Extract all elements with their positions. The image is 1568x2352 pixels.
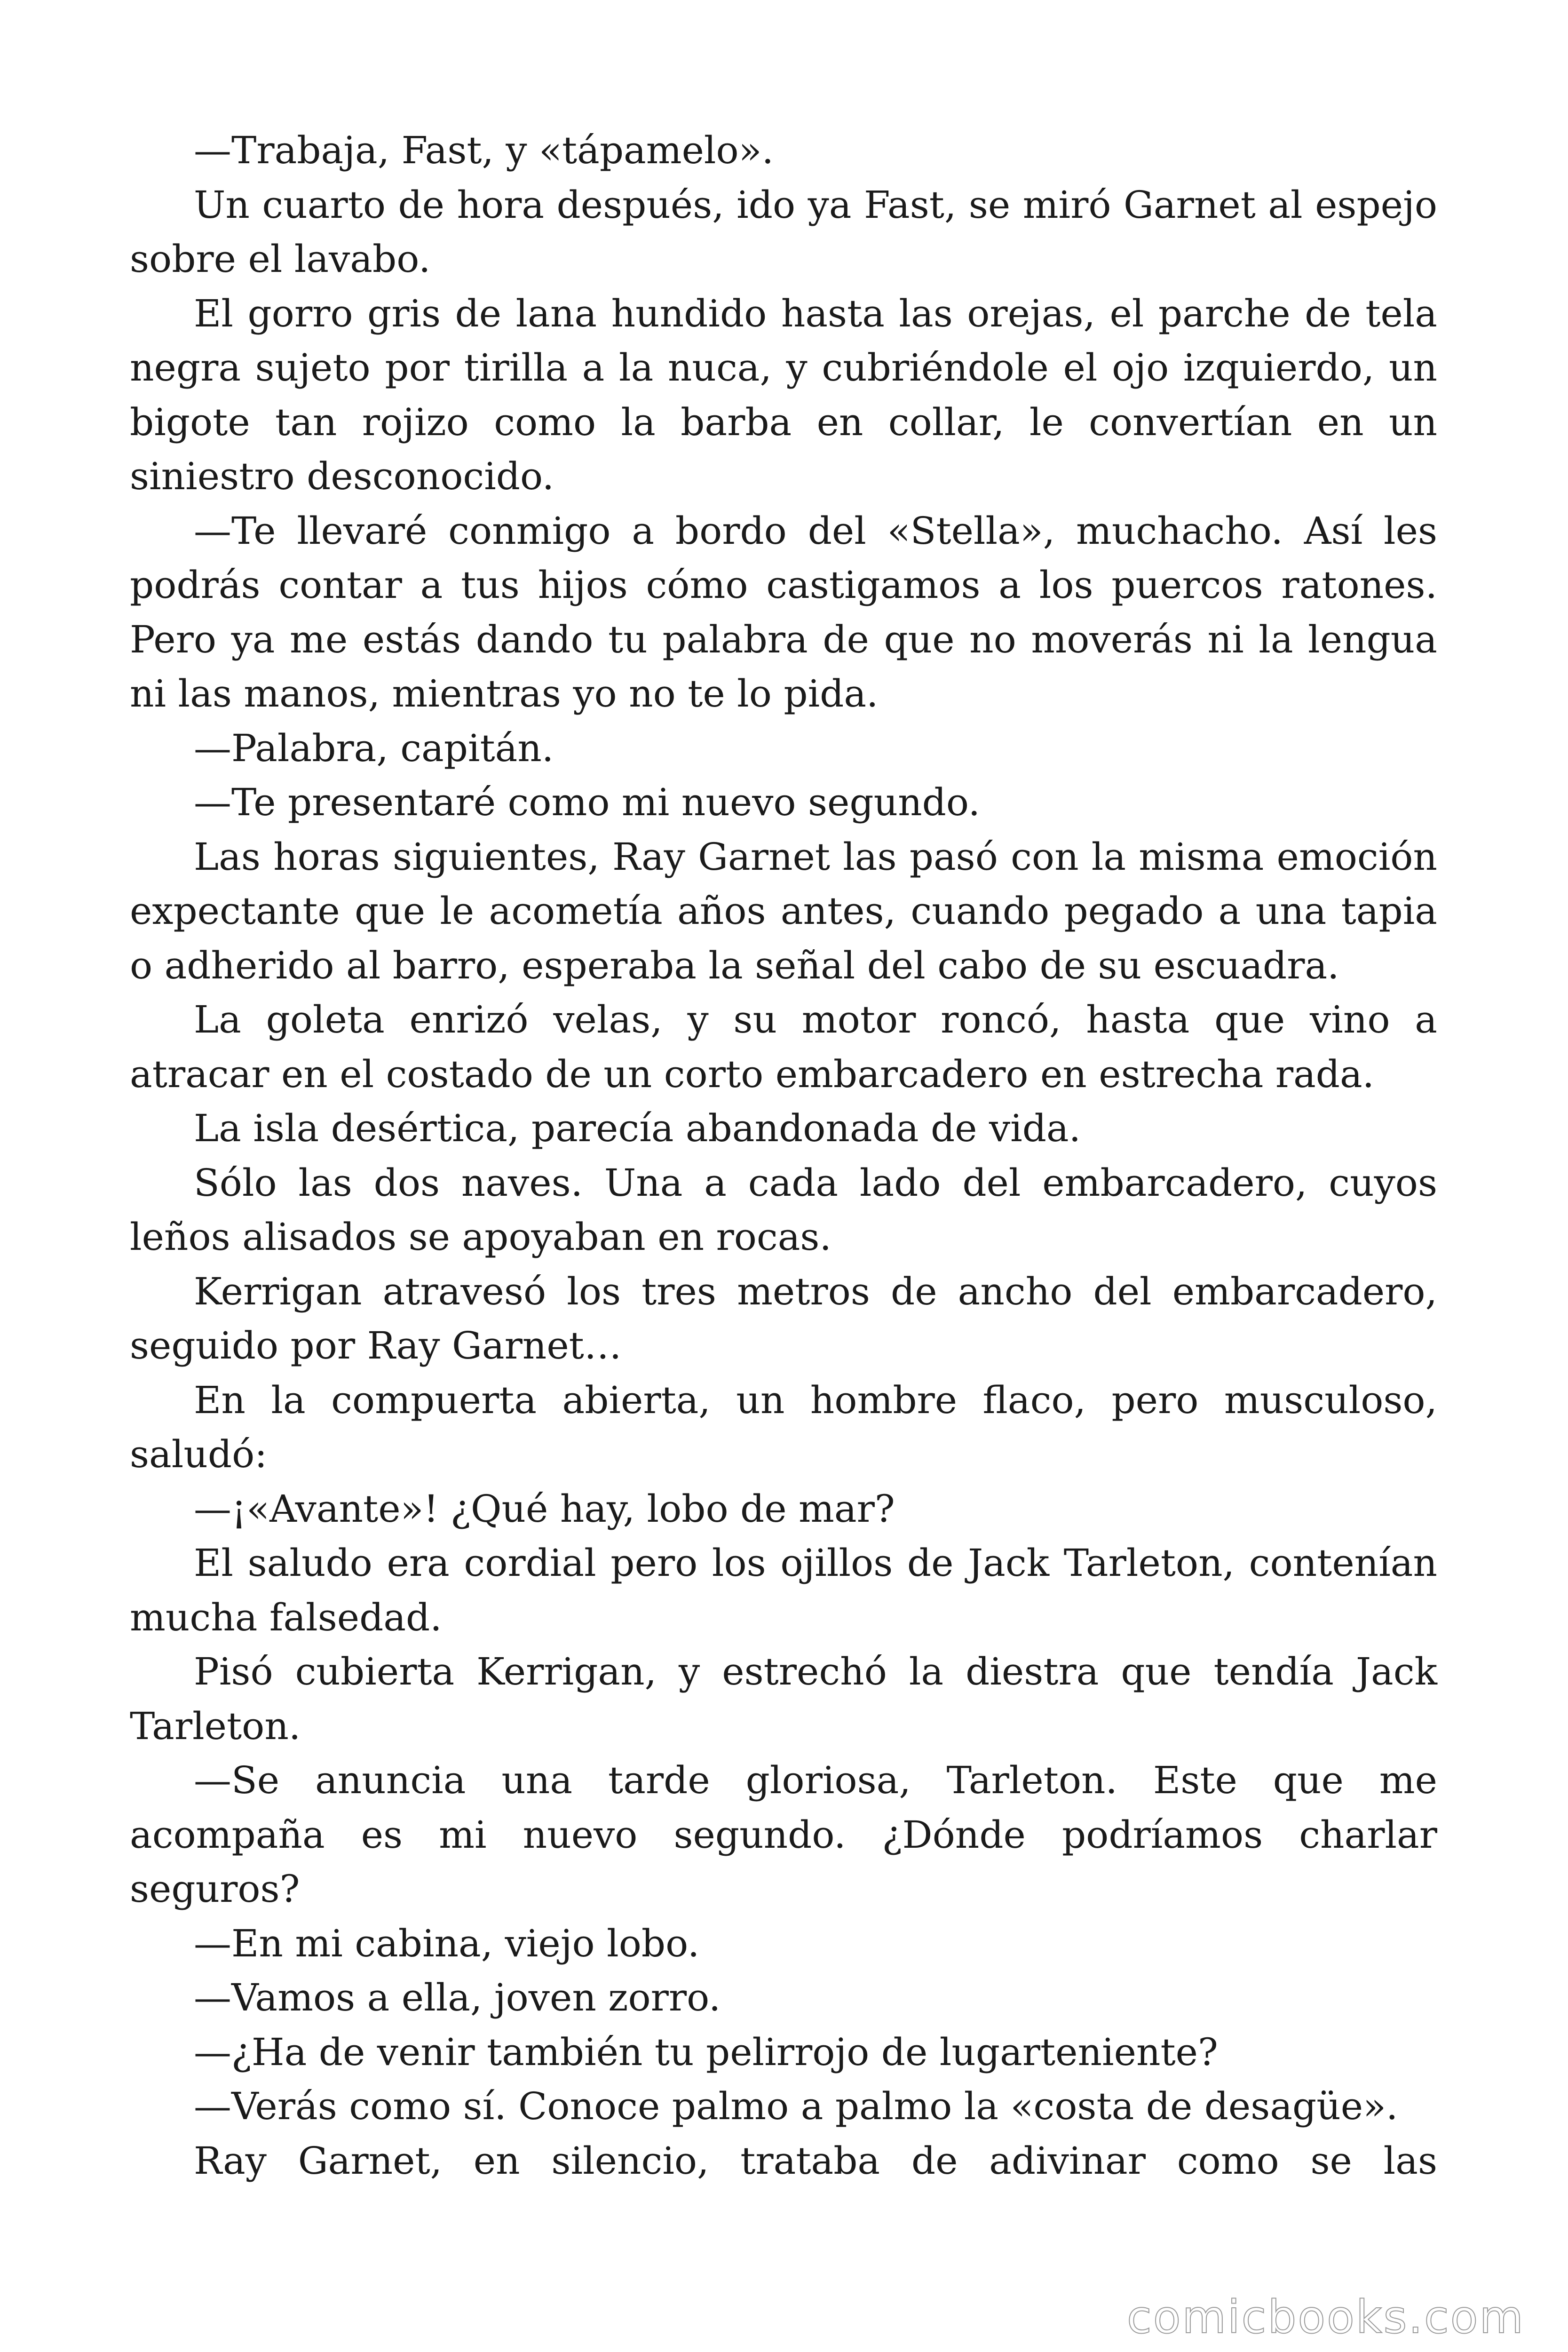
paragraph: —¿Ha de venir también tu pelirrojo de lugarteniente?: [194, 2030, 1218, 2074]
paragraph: —Trabaja, Fast, y «tápamelo».: [194, 128, 774, 172]
body-text: [130, 123, 1437, 2188]
paragraph: La isla desértica, parecía abandonada de vida.: [194, 1106, 1081, 1150]
paragraph: Pisó cubierta Kerrigan, y estrechó la diestra que tendía Jack Tarleton.: [130, 1650, 1437, 1748]
paragraph: —Se anuncia una tarde gloriosa, Tarleton. Este que me acompaña es mi nuevo segundo. ¿Dónde podríamos charlar seguros?: [130, 1758, 1437, 1911]
paragraph: Un cuarto de hora después, ido ya Fast, se miró Garnet al espejo sobre el lavabo.: [130, 183, 1437, 281]
paragraph-continued: Ray Garnet, en silencio, trataba de adivinar como se las: [194, 2138, 1437, 2183]
paragraph: Las horas siguientes, Ray Garnet las pasó con la misma emoción expectante que le acometía años antes, cuando pegado a una tapia o adherido al barro, esperaba la señal del cabo de su escuadra.: [130, 834, 1437, 987]
paragraph: Kerrigan atravesó los tres metros de ancho del embarcadero, seguido por Ray Garnet…: [130, 1269, 1437, 1367]
paragraph: —Te llevaré conmigo a bordo del «Stella», muchacho. Así les podrás contar a tus hijos cómo castigamos a los puercos ratones. Pero ya me estás dando tu palabra de que no moverás ni la lengua ni las manos, mientras yo no te lo pida.: [130, 509, 1437, 715]
paragraph: El saludo era cordial pero los ojillos de Jack Tarleton, contenían mucha falsedad.: [130, 1541, 1437, 1639]
paragraph: En la compuerta abierta, un hombre flaco, pero musculoso, saludó:: [130, 1378, 1437, 1476]
paragraph: —Verás como sí. Conoce palmo a palmo la «costa de desagüe».: [194, 2084, 1398, 2128]
paragraph: —En mi cabina, viejo lobo.: [194, 1921, 700, 1965]
paragraph: —Palabra, capitán.: [194, 726, 554, 770]
paragraph: —Te presentaré como mi nuevo segundo.: [194, 780, 981, 824]
paragraph: —¡«Avante»! ¿Qué hay, lobo de mar?: [194, 1486, 895, 1531]
paragraph: —Vamos a ella, joven zorro.: [194, 1976, 721, 2019]
paragraph: Sólo las dos naves. Una a cada lado del embarcadero, cuyos leños alisados se apoyaban en rocas.: [130, 1160, 1437, 1259]
paragraph: El gorro gris de lana hundido hasta las orejas, el parche de tela negra sujeto por tirilla a la nuca, y cubriéndole el ojo izquierdo, un bigote tan rojizo como la barba en collar, le convertían en un siniestro desconocido.: [130, 291, 1437, 498]
watermark: comicbooks.com: [1126, 2291, 1525, 2344]
paragraph: La goleta enrizó velas, y su motor roncó, hasta que vino a atracar en el costado de un corto embarcadero en estrecha rada.: [130, 998, 1437, 1096]
